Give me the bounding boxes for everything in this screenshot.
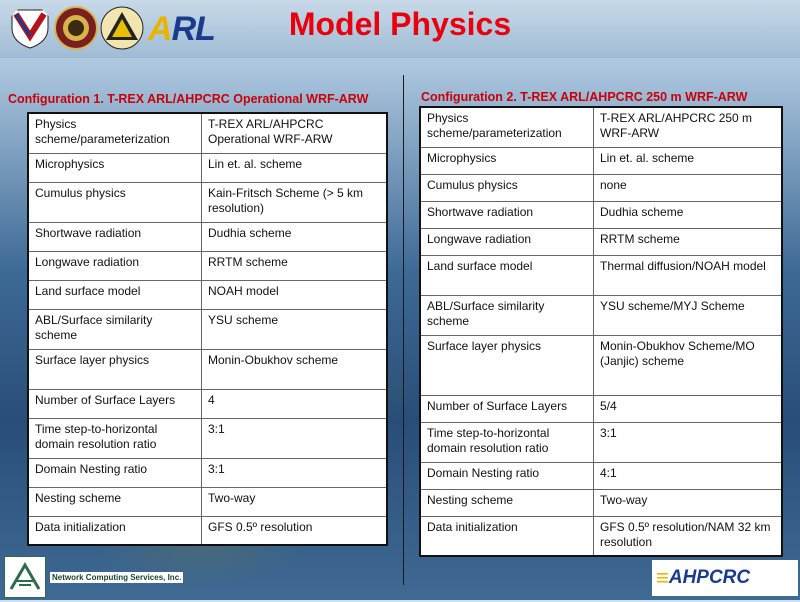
config2-table [419,106,783,557]
row-value-cell: T-REX ARL/AHPCRC 250 m WRF-ARW [594,107,783,147]
row-label-cell: Land surface model [420,255,594,295]
row-value-cell: Thermal diffusion/NOAH model [594,255,783,295]
row-value-cell: YSU scheme/MYJ Scheme [594,295,783,335]
config1-table [27,112,388,546]
row-label-cell: Microphysics [28,153,202,182]
table-row [420,489,782,516]
row-value-cell: T-REX ARL/AHPCRC Operational WRF-ARW [202,113,388,153]
row-label-cell: Longwave radiation [420,228,594,255]
row-label-cell: Surface layer physics [420,335,594,395]
page-title: Model Physics [288,6,512,42]
row-label-cell: ABL/Surface similarity scheme [420,295,594,335]
row-value-cell: Two-way [594,489,783,516]
row-value-cell: 4:1 [594,462,783,489]
table-row [28,458,387,487]
table-row [28,280,387,309]
ncs-label: Network Computing Services, Inc. [52,572,182,582]
table-row [28,153,387,182]
row-label-cell: Time step-to-horizontal domain resolution ratio [420,422,594,462]
config2-heading: Configuration 2. T-REX ARL/AHPCRC 250 m WRF-ARW [421,90,748,104]
row-label-cell: Land surface model [28,280,202,309]
table-row [28,222,387,251]
table-row [420,228,782,255]
table-row [28,516,387,545]
table-row [420,174,782,201]
row-value-cell: GFS 0.5º resolution/NAM 32 km resolution [594,516,783,556]
row-label-cell: Nesting scheme [28,487,202,516]
row-value-cell: Monin-Obukhov scheme [202,349,388,389]
row-label-cell: Time step-to-horizontal domain resolution ratio [28,418,202,458]
table-row [420,107,782,147]
row-label-cell: Physics scheme/parameterization [420,107,594,147]
table-row [28,349,387,389]
row-value-cell: Monin-Obukhov Scheme/MO (Janjic) scheme [594,335,783,395]
row-label-cell: Microphysics [420,147,594,174]
ncs-icon [4,556,46,598]
row-value-cell: RRTM scheme [594,228,783,255]
row-label-cell: Domain Nesting ratio [420,462,594,489]
table-row [420,335,782,395]
row-value-cell: Two-way [202,487,388,516]
ahpcrc-logo [652,560,798,596]
table-row [420,255,782,295]
row-label-cell: Number of Surface Layers [28,389,202,418]
table-row [28,487,387,516]
row-value-cell: NOAH model [202,280,388,309]
row-label-cell: Number of Surface Layers [420,395,594,422]
table-row [420,147,782,174]
row-label-cell: Surface layer physics [28,349,202,389]
row-label-cell: Shortwave radiation [28,222,202,251]
seal-logo-2 [100,6,144,50]
row-value-cell: Lin et. al. scheme [594,147,783,174]
ahpcrc-mark-icon: ≡ [656,565,669,590]
row-value-cell: 3:1 [594,422,783,462]
table-row [28,113,387,153]
row-label-cell: Longwave radiation [28,251,202,280]
row-value-cell: 5/4 [594,395,783,422]
row-value-cell: Kain-Fritsch Scheme (> 5 km resolution) [202,182,388,222]
table-row [420,295,782,335]
table-row [420,201,782,228]
row-value-cell: RRTM scheme [202,251,388,280]
row-label-cell: Physics scheme/parameterization [28,113,202,153]
row-value-cell: Dudhia scheme [594,201,783,228]
row-value-cell: 4 [202,389,388,418]
row-value-cell: YSU scheme [202,309,388,349]
ahpcrc-label: AHPCRC [668,567,751,588]
table-row [28,389,387,418]
arl-logo: ARL [148,10,215,48]
row-value-cell: 3:1 [202,458,388,487]
table-row [420,422,782,462]
row-label-cell: Domain Nesting ratio [28,458,202,487]
table-row [420,395,782,422]
config1-heading: Configuration 1. T-REX ARL/AHPCRC Operational WRF-ARW [8,92,369,106]
row-label-cell: Data initialization [28,516,202,545]
table-row [28,418,387,458]
table-row [28,309,387,349]
table-row [420,516,782,556]
row-label-cell: Cumulus physics [420,174,594,201]
seal-logo-1 [54,6,98,50]
army-shield-logo [8,6,52,50]
table-row [28,182,387,222]
ncs-logo [4,556,183,598]
row-value-cell: GFS 0.5º resolution [202,516,388,545]
table-row [28,251,387,280]
row-label-cell: Cumulus physics [28,182,202,222]
row-value-cell: 3:1 [202,418,388,458]
row-label-cell: Nesting scheme [420,489,594,516]
table-row [420,462,782,489]
row-value-cell: none [594,174,783,201]
column-divider [403,75,404,585]
row-label-cell: Data initialization [420,516,594,556]
row-value-cell: Lin et. al. scheme [202,153,388,182]
row-label-cell: ABL/Surface similarity scheme [28,309,202,349]
row-value-cell: Dudhia scheme [202,222,388,251]
row-label-cell: Shortwave radiation [420,201,594,228]
